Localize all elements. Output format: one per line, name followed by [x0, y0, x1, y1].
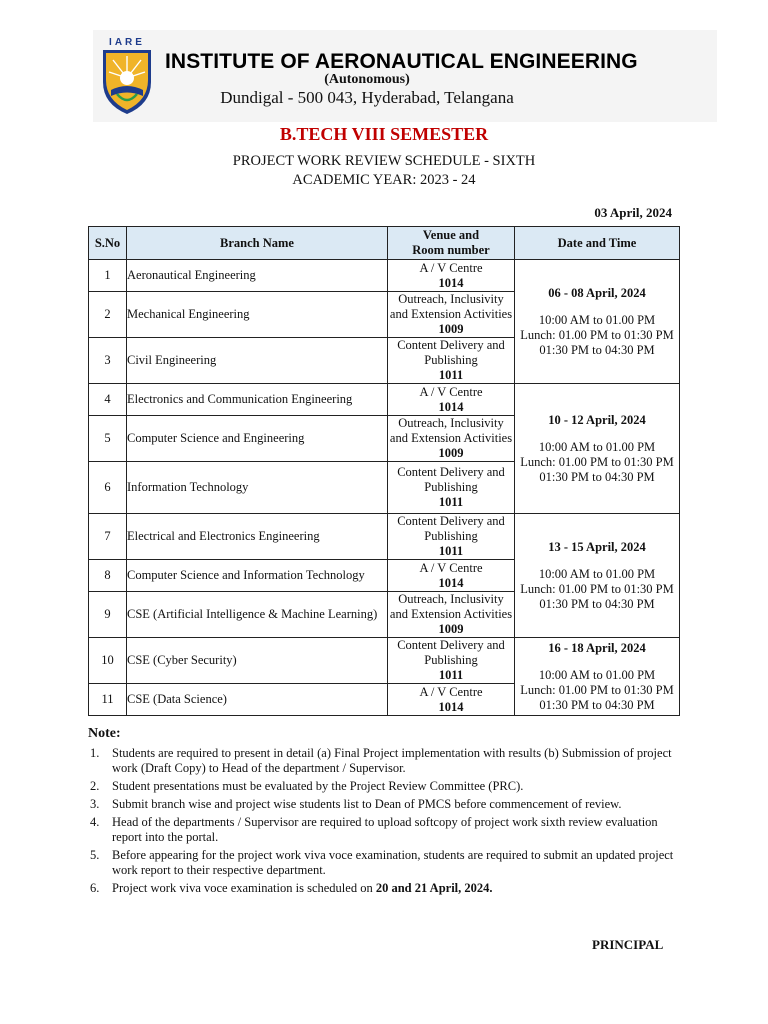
document-date: 03 April, 2024: [594, 205, 672, 220]
table-row: [89, 260, 680, 292]
sno-cell: 10: [89, 638, 127, 684]
venue-cell: A / V Centre 1014: [388, 384, 515, 416]
list-item: 5. Before appearing for the project work viva voce examination, students are required to submit an updated project work report to their respective department.: [90, 848, 674, 877]
header-datetime: Date and Time: [515, 227, 680, 260]
venue-cell: Content Delivery and Publishing 1011: [388, 638, 515, 684]
branch-cell: Electronics and Communication Engineering: [127, 384, 388, 416]
academic-year: ACADEMIC YEAR: 2023 - 24: [292, 172, 476, 188]
iare-logo-icon: [97, 34, 157, 116]
venue-cell: Outreach, Inclusivity and Extension Activities 1009: [388, 292, 515, 338]
header-venue: Venue and Room number: [388, 227, 515, 260]
notes-heading: Note:: [88, 726, 121, 741]
schedule-title: [0, 152, 768, 190]
sno-cell: 11: [89, 684, 127, 716]
table-row: [89, 514, 680, 560]
venue-cell: Content Delivery and Publishing 1011: [388, 338, 515, 384]
institute-header: [93, 30, 717, 122]
list-item: 4. Head of the departments / Supervisor are required to upload softcopy of project work sixth review evaluation report into the portal.: [90, 815, 658, 844]
sno-cell: 5: [89, 416, 127, 462]
table-row: [89, 638, 680, 684]
institute-address: Dundigal - 500 043, Hyderabad, Telangana: [220, 88, 514, 107]
branch-cell: CSE (Data Science): [127, 684, 388, 716]
branch-cell: Civil Engineering: [127, 338, 388, 384]
list-item: 3. Submit branch wise and project wise students list to Dean of PMCS before commencement of review.: [90, 797, 622, 811]
sno-cell: 2: [89, 292, 127, 338]
venue-cell: A / V Centre 1014: [388, 560, 515, 592]
notes-list: [88, 746, 680, 899]
institute-status: (Autonomous): [324, 72, 410, 87]
venue-cell: A / V Centre 1014: [388, 260, 515, 292]
branch-cell: Computer Science and Engineering: [127, 416, 388, 462]
table-row: [89, 384, 680, 416]
sno-cell: 9: [89, 592, 127, 638]
datetime-cell: 10 - 12 April, 2024 10:00 AM to 01.00 PM Lunch: 01.00 PM to 01:30 PM 01:30 PM to 04:30 PM: [515, 384, 680, 514]
venue-cell: Outreach, Inclusivity and Extension Activities 1009: [388, 416, 515, 462]
sno-cell: 8: [89, 560, 127, 592]
header-sno: S.No: [89, 227, 127, 260]
branch-cell: Mechanical Engineering: [127, 292, 388, 338]
datetime-cell: 16 - 18 April, 2024 10:00 AM to 01.00 PM Lunch: 01.00 PM to 01:30 PM 01:30 PM to 04:30 PM: [515, 638, 680, 716]
branch-cell: CSE (Artificial Intelligence & Machine Learning): [127, 592, 388, 638]
sno-cell: 6: [89, 462, 127, 514]
list-item: 6. Project work viva voce examination is scheduled on 20 and 21 April, 2024.: [90, 881, 493, 895]
table-header-row: [89, 227, 680, 260]
venue-cell: Outreach, Inclusivity and Extension Activities 1009: [388, 592, 515, 638]
branch-cell: CSE (Cyber Security): [127, 638, 388, 684]
sno-cell: 7: [89, 514, 127, 560]
sno-cell: 4: [89, 384, 127, 416]
schedule-name: PROJECT WORK REVIEW SCHEDULE - SIXTH: [232, 153, 536, 169]
datetime-cell: 06 - 08 April, 2024 10:00 AM to 01.00 PM Lunch: 01.00 PM to 01:30 PM 01:30 PM to 04:30 PM: [515, 260, 680, 384]
datetime-cell: 13 - 15 April, 2024 10:00 AM to 01.00 PM Lunch: 01.00 PM to 01:30 PM 01:30 PM to 04:30 PM: [515, 514, 680, 638]
branch-cell: Aeronautical Engineering: [127, 260, 388, 292]
semester-title: B.TECH VIII SEMESTER: [279, 124, 489, 144]
branch-cell: Computer Science and Information Technology: [127, 560, 388, 592]
branch-cell: Electrical and Electronics Engineering: [127, 514, 388, 560]
viva-dates: 20 and 21 April, 2024.: [375, 881, 493, 895]
branch-cell: Information Technology: [127, 462, 388, 514]
venue-cell: Content Delivery and Publishing 1011: [388, 462, 515, 514]
schedule-table: [88, 226, 680, 716]
sno-cell: 3: [89, 338, 127, 384]
sno-cell: 1: [89, 260, 127, 292]
venue-cell: Content Delivery and Publishing 1011: [388, 514, 515, 560]
principal-signature: PRINCIPAL: [592, 937, 664, 952]
header-branch: Branch Name: [127, 227, 388, 260]
list-item: 2. Student presentations must be evaluated by the Project Review Committee (PRC).: [90, 779, 524, 793]
institute-name: INSTITUTE OF AERONAUTICAL ENGINEERING: [165, 50, 638, 73]
list-item: 1. Students are required to present in detail (a) Final Project implementation with results (b) Submission of project work (Draft Copy) to Head of the department / Supervisor.: [90, 746, 672, 775]
logo-text: IARE: [109, 37, 145, 48]
venue-cell: A / V Centre 1014: [388, 684, 515, 716]
